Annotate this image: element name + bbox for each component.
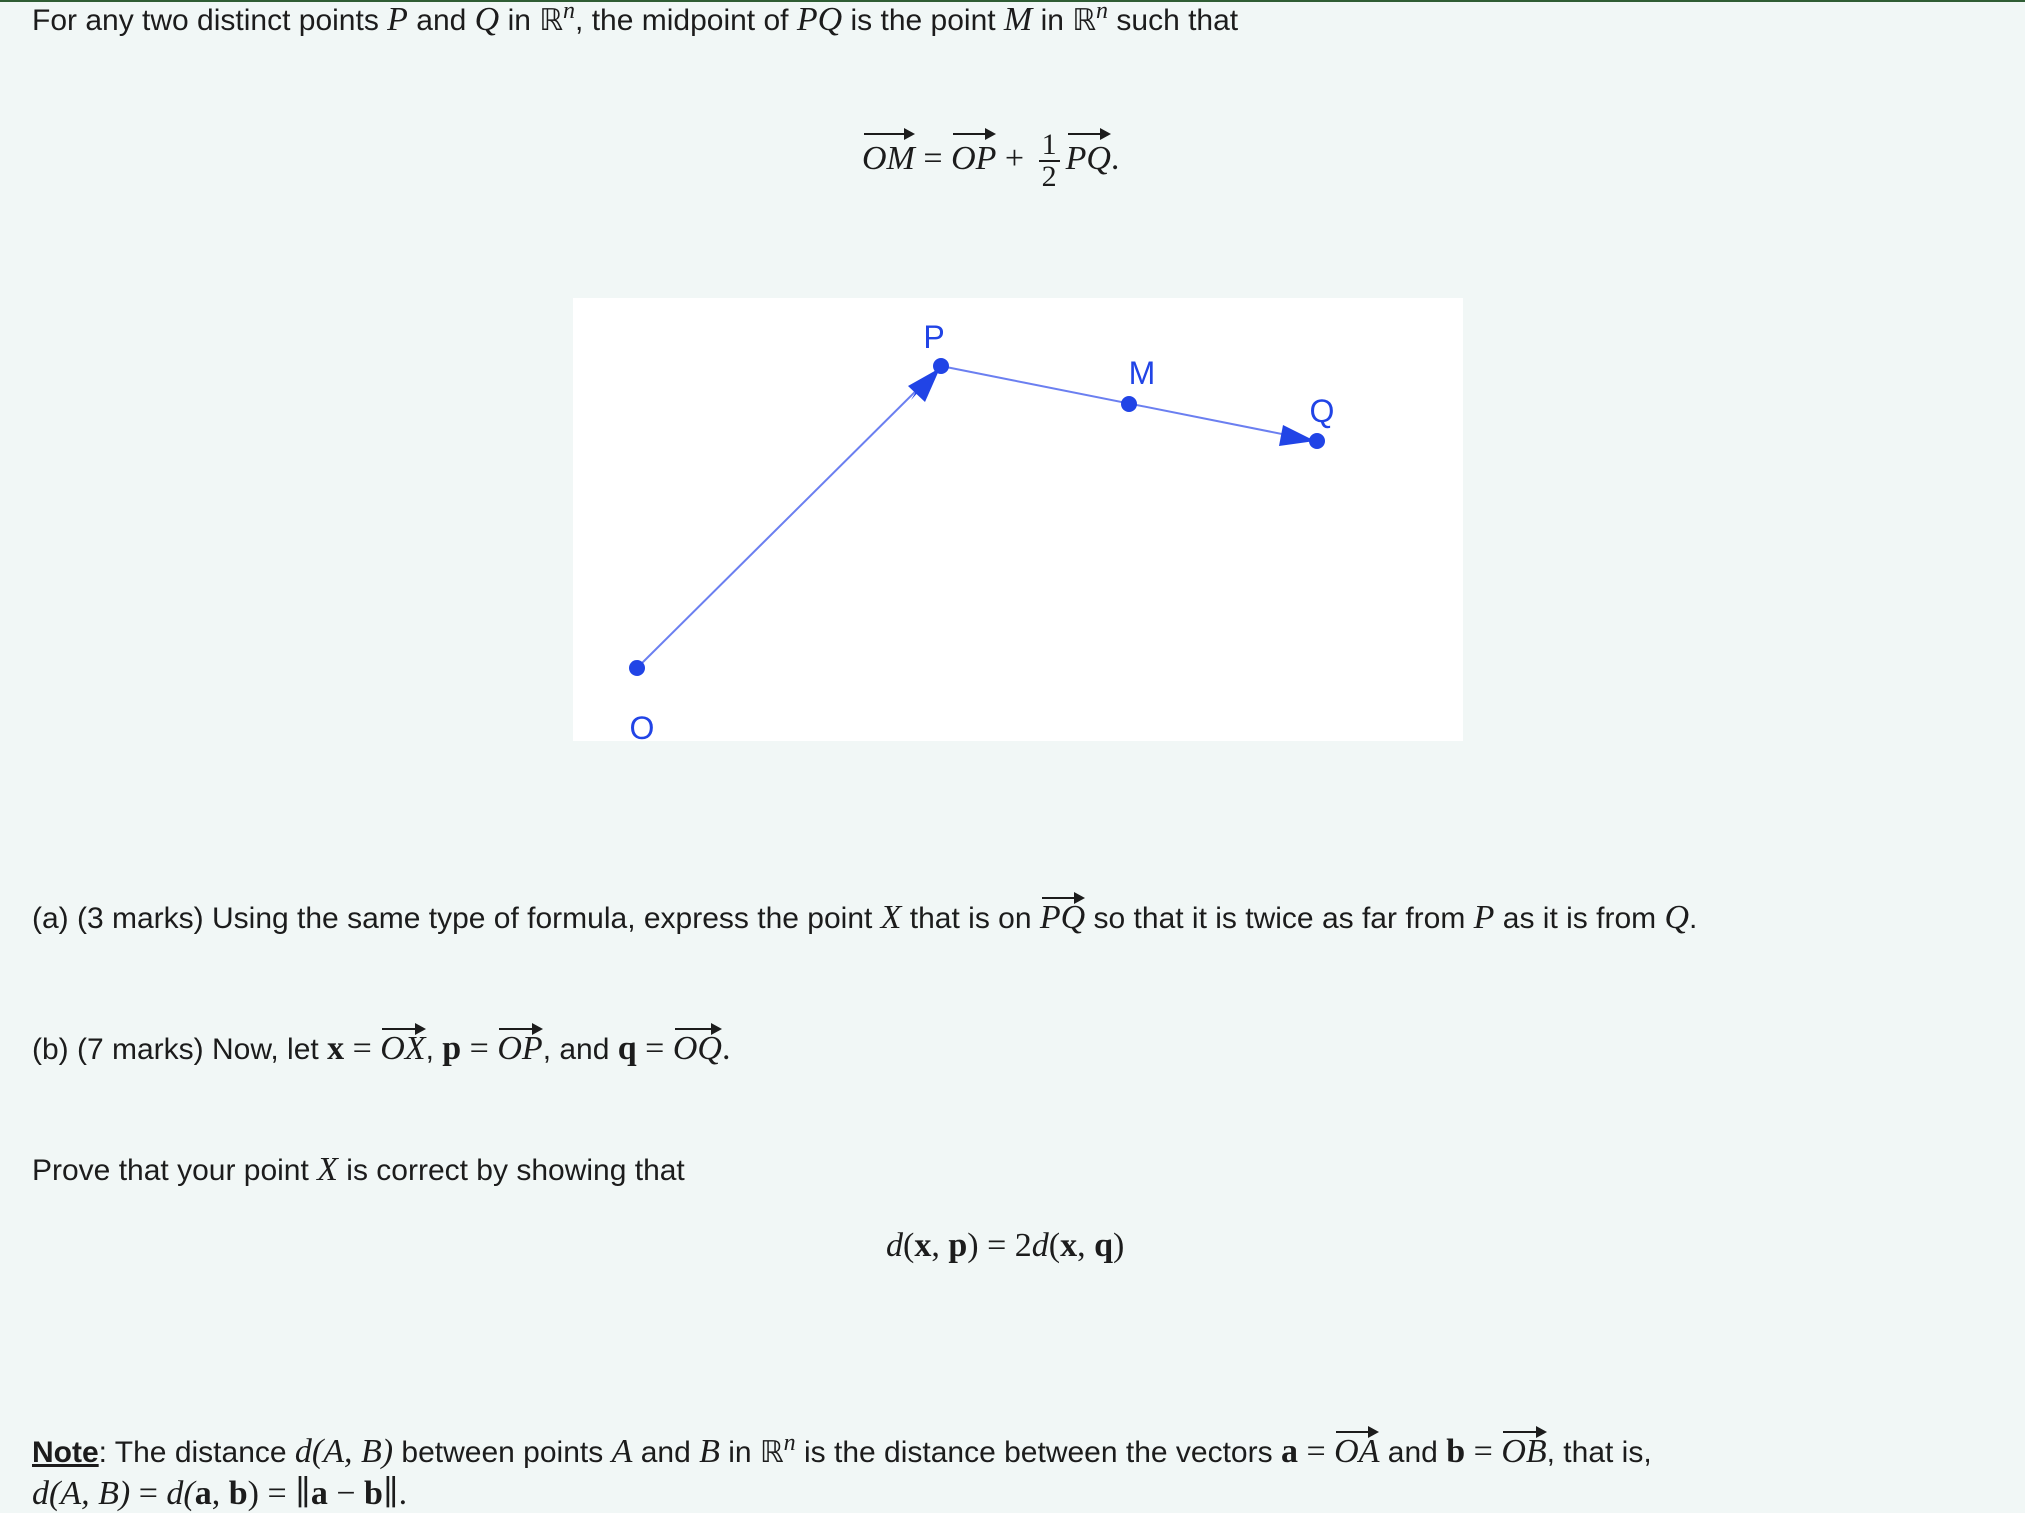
vector-OP-b: OP: [497, 1030, 543, 1067]
label-P: P: [923, 319, 945, 355]
point-P: [933, 358, 949, 374]
point-Q: [1309, 433, 1325, 449]
arrowhead-P-fill: [908, 368, 940, 402]
vector-OQ: OQ: [672, 1030, 722, 1067]
vector-PQ-a: PQ: [1039, 899, 1086, 936]
vector-OP: OP: [951, 136, 996, 182]
midpoint-formula: OM = OP + $\frac{1}{2}$ PQ.: [862, 128, 1120, 193]
part-b-text: (b) (7 marks) Now, let x = OX, p = OP, and q = OQ.: [32, 1030, 731, 1067]
vector-OX: OX: [380, 1030, 426, 1067]
intro-text: For any two distinct points P and Q in ℝ$^n$, the midpoint of PQ is the point M in ℝ$^n$ such that: [32, 0, 1239, 38]
label-O: O: [629, 710, 655, 741]
note-line-1: Note: The distance d(A, B) between points A and B in ℝ$^n$ is the distance between the vectors a = OA and b = OB, that is,: [32, 1430, 1652, 1470]
point-O: [629, 660, 645, 676]
label-Q: Q: [1309, 393, 1335, 429]
label-M: M: [1128, 355, 1156, 391]
note-line-2: d(A, B) = d(a, b) = ∥a − b∥.: [32, 1475, 408, 1512]
vector-diagram: [573, 298, 1463, 741]
note-label: Note: [32, 1436, 99, 1469]
vector-PQ: PQ: [1066, 136, 1111, 182]
vector-OA: OA: [1334, 1433, 1380, 1470]
prove-text: Prove that your point X is correct by showing that: [32, 1151, 685, 1188]
part-a-text: (a) (3 marks) Using the same type of formula, express the point X that is on PQ so that it is twice as far from P as it is from Q.: [32, 899, 1698, 936]
diagram-svg: [573, 298, 1463, 741]
fraction-one-half: $\frac{1}{2}$: [1039, 130, 1060, 192]
vector-OM: OM: [862, 136, 915, 182]
vector-OB: OB: [1501, 1433, 1547, 1470]
segment-OP: [637, 366, 941, 668]
point-M: [1121, 396, 1137, 412]
distance-equation: d(x, p) = 2d(x, q): [886, 1227, 1125, 1264]
